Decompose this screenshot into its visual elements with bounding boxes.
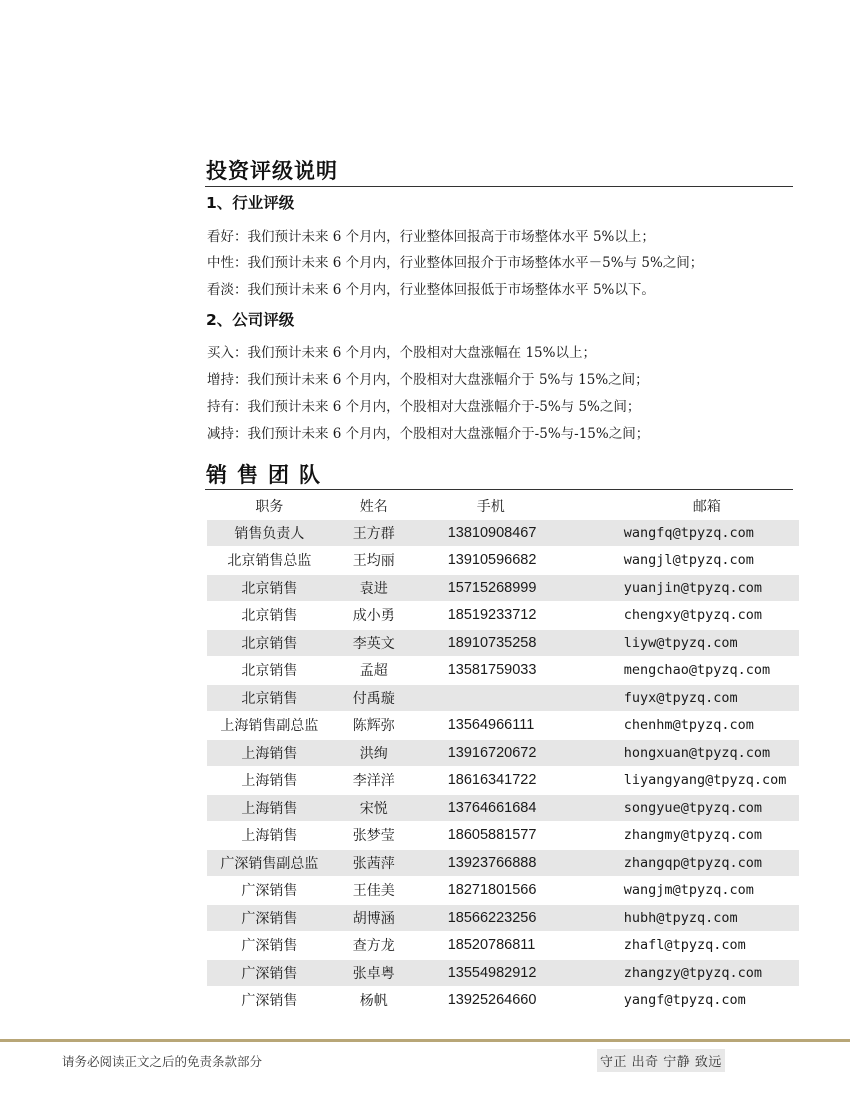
cell-phone: 13916720672 xyxy=(416,740,615,766)
table-row xyxy=(207,713,799,739)
cell-name: 张茜萍 xyxy=(332,850,416,876)
company-rating-line: 持有：我们预计未来 6 个月内，个股相对大盘涨幅介于-5%与 5%之间； xyxy=(207,399,641,415)
cell-phone: 18910735258 xyxy=(416,630,615,656)
table-row xyxy=(207,878,799,904)
cell-name: 宋悦 xyxy=(332,795,416,821)
cell-name: 李洋洋 xyxy=(352,773,395,790)
table-row xyxy=(207,603,799,629)
table-row xyxy=(207,795,799,821)
cell-title: 上海销售 xyxy=(207,795,332,821)
table-row xyxy=(207,520,799,546)
cell-title: 广深销售 xyxy=(207,905,332,931)
sales-team-title: 销售团队 xyxy=(206,463,330,487)
cell-phone: 13910596682 xyxy=(447,552,537,569)
cell-title: 上海销售副总监 xyxy=(220,718,319,735)
cell-title: 北京销售 xyxy=(241,608,298,625)
footer-motto: 守正 出奇 宁静 致远 xyxy=(597,1049,725,1072)
cell-phone: 13810908467 xyxy=(416,520,615,546)
company-rating-line: 增持：我们预计未来 6 个月内，个股相对大盘涨幅介于 5%与 15%之间； xyxy=(207,372,649,388)
cell-title: 广深销售 xyxy=(241,938,298,955)
cell-email: liyangyang@tpyzq.com xyxy=(623,772,787,789)
industry-rating-line: 中性：我们预计未来 6 个月内，行业整体回报介于市场整体水平－5%与 5%之间； xyxy=(207,255,704,271)
table-row xyxy=(207,740,799,766)
industry-rating-line: 看淡：我们预计未来 6 个月内，行业整体回报低于市场整体水平 5%以下。 xyxy=(207,282,655,298)
table-row xyxy=(207,850,799,876)
cell-email: hubh@tpyzq.com xyxy=(615,905,799,931)
table-row xyxy=(207,823,799,849)
company-rating-line: 减持：我们预计未来 6 个月内，个股相对大盘涨幅介于-5%与-15%之间； xyxy=(207,426,650,442)
footer-rule xyxy=(0,1039,850,1042)
cell-email: zhangqp@tpyzq.com xyxy=(615,850,799,876)
cell-name: 洪绚 xyxy=(332,740,416,766)
column-header-phone: 手机 xyxy=(476,499,505,515)
cell-phone: 18566223256 xyxy=(416,905,615,931)
company-rating-heading: 2、公司评级 xyxy=(206,311,295,329)
cell-phone: 13925264660 xyxy=(447,992,537,1009)
cell-title: 广深销售 xyxy=(241,993,298,1010)
cell-phone: 13764661684 xyxy=(416,795,615,821)
cell-name: 王均丽 xyxy=(352,553,395,570)
cell-name: 王佳美 xyxy=(352,883,395,900)
sales-team-rule xyxy=(205,489,793,490)
cell-email: chenhm@tpyzq.com xyxy=(623,717,754,734)
cell-phone: 18616341722 xyxy=(447,772,537,789)
cell-title: 上海销售 xyxy=(207,740,332,766)
column-header-name: 姓名 xyxy=(359,499,388,515)
cell-title: 销售负责人 xyxy=(207,520,332,546)
table-header-row xyxy=(207,494,799,518)
cell-email: wangfq@tpyzq.com xyxy=(615,520,799,546)
cell-email: wangjm@tpyzq.com xyxy=(623,882,754,899)
cell-phone: 18605881577 xyxy=(447,827,537,844)
cell-email: yuanjin@tpyzq.com xyxy=(615,575,799,601)
cell-name: 付禹璇 xyxy=(332,685,416,711)
table-row xyxy=(207,768,799,794)
cell-phone: 18271801566 xyxy=(447,882,537,899)
cell-title: 北京销售 xyxy=(207,575,332,601)
cell-name: 杨帆 xyxy=(359,993,388,1010)
rating-title-rule xyxy=(205,186,793,187)
cell-phone xyxy=(416,685,615,711)
cell-title: 上海销售 xyxy=(241,773,298,790)
cell-email: chengxy@tpyzq.com xyxy=(623,607,762,624)
table-row xyxy=(207,685,799,711)
cell-name: 张卓粤 xyxy=(332,960,416,986)
rating-title: 投资评级说明 xyxy=(206,159,338,183)
cell-email: zhangzy@tpyzq.com xyxy=(615,960,799,986)
cell-phone: 13564966111 xyxy=(447,717,535,734)
cell-phone: 15715268999 xyxy=(416,575,615,601)
company-rating-line: 买入：我们预计未来 6 个月内，个股相对大盘涨幅在 15%以上； xyxy=(207,345,596,361)
cell-email: zhafl@tpyzq.com xyxy=(623,937,746,954)
cell-title: 广深销售副总监 xyxy=(207,850,332,876)
cell-email: hongxuan@tpyzq.com xyxy=(615,740,799,766)
industry-rating-heading: 1、行业评级 xyxy=(206,194,295,212)
cell-name: 陈辉弥 xyxy=(352,718,395,735)
cell-title: 北京销售 xyxy=(241,663,298,680)
table-row xyxy=(207,960,799,986)
cell-phone: 18519233712 xyxy=(447,607,537,624)
cell-name: 张梦莹 xyxy=(352,828,395,845)
cell-email: liyw@tpyzq.com xyxy=(615,630,799,656)
cell-phone: 13581759033 xyxy=(447,662,537,679)
table-row xyxy=(207,575,799,601)
table-row xyxy=(207,658,799,684)
cell-email: yangf@tpyzq.com xyxy=(623,992,746,1009)
table-row xyxy=(207,548,799,574)
cell-title: 北京销售 xyxy=(207,630,332,656)
industry-rating-line: 看好：我们预计未来 6 个月内，行业整体回报高于市场整体水平 5%以上； xyxy=(207,229,655,245)
cell-email: fuyx@tpyzq.com xyxy=(615,685,799,711)
cell-phone: 18520786811 xyxy=(447,937,536,954)
cell-name: 袁进 xyxy=(332,575,416,601)
sales-team-rows xyxy=(207,520,799,1013)
cell-name: 李英文 xyxy=(332,630,416,656)
cell-name: 查方龙 xyxy=(352,938,395,955)
cell-name: 成小勇 xyxy=(352,608,395,625)
cell-name: 胡博涵 xyxy=(332,905,416,931)
cell-title: 广深销售 xyxy=(207,960,332,986)
cell-phone: 13554982912 xyxy=(416,960,615,986)
cell-email: wangjl@tpyzq.com xyxy=(623,552,754,569)
cell-email: songyue@tpyzq.com xyxy=(615,795,799,821)
cell-title: 上海销售 xyxy=(241,828,298,845)
sales-team-table xyxy=(207,492,799,1015)
column-header-title: 职务 xyxy=(255,499,284,515)
cell-email: mengchao@tpyzq.com xyxy=(623,662,771,679)
table-row xyxy=(207,630,799,656)
footer-disclaimer: 请务必阅读正文之后的免责条款部分 xyxy=(62,1054,263,1069)
column-header-email: 邮箱 xyxy=(692,499,721,515)
cell-email: zhangmy@tpyzq.com xyxy=(623,827,762,844)
table-row xyxy=(207,933,799,959)
cell-title: 广深销售 xyxy=(241,883,298,900)
cell-name: 孟超 xyxy=(359,663,388,680)
cell-title: 北京销售总监 xyxy=(227,553,312,570)
cell-phone: 13923766888 xyxy=(416,850,615,876)
cell-title: 北京销售 xyxy=(207,685,332,711)
table-row xyxy=(207,988,799,1014)
table-row xyxy=(207,905,799,931)
cell-name: 王方群 xyxy=(332,520,416,546)
